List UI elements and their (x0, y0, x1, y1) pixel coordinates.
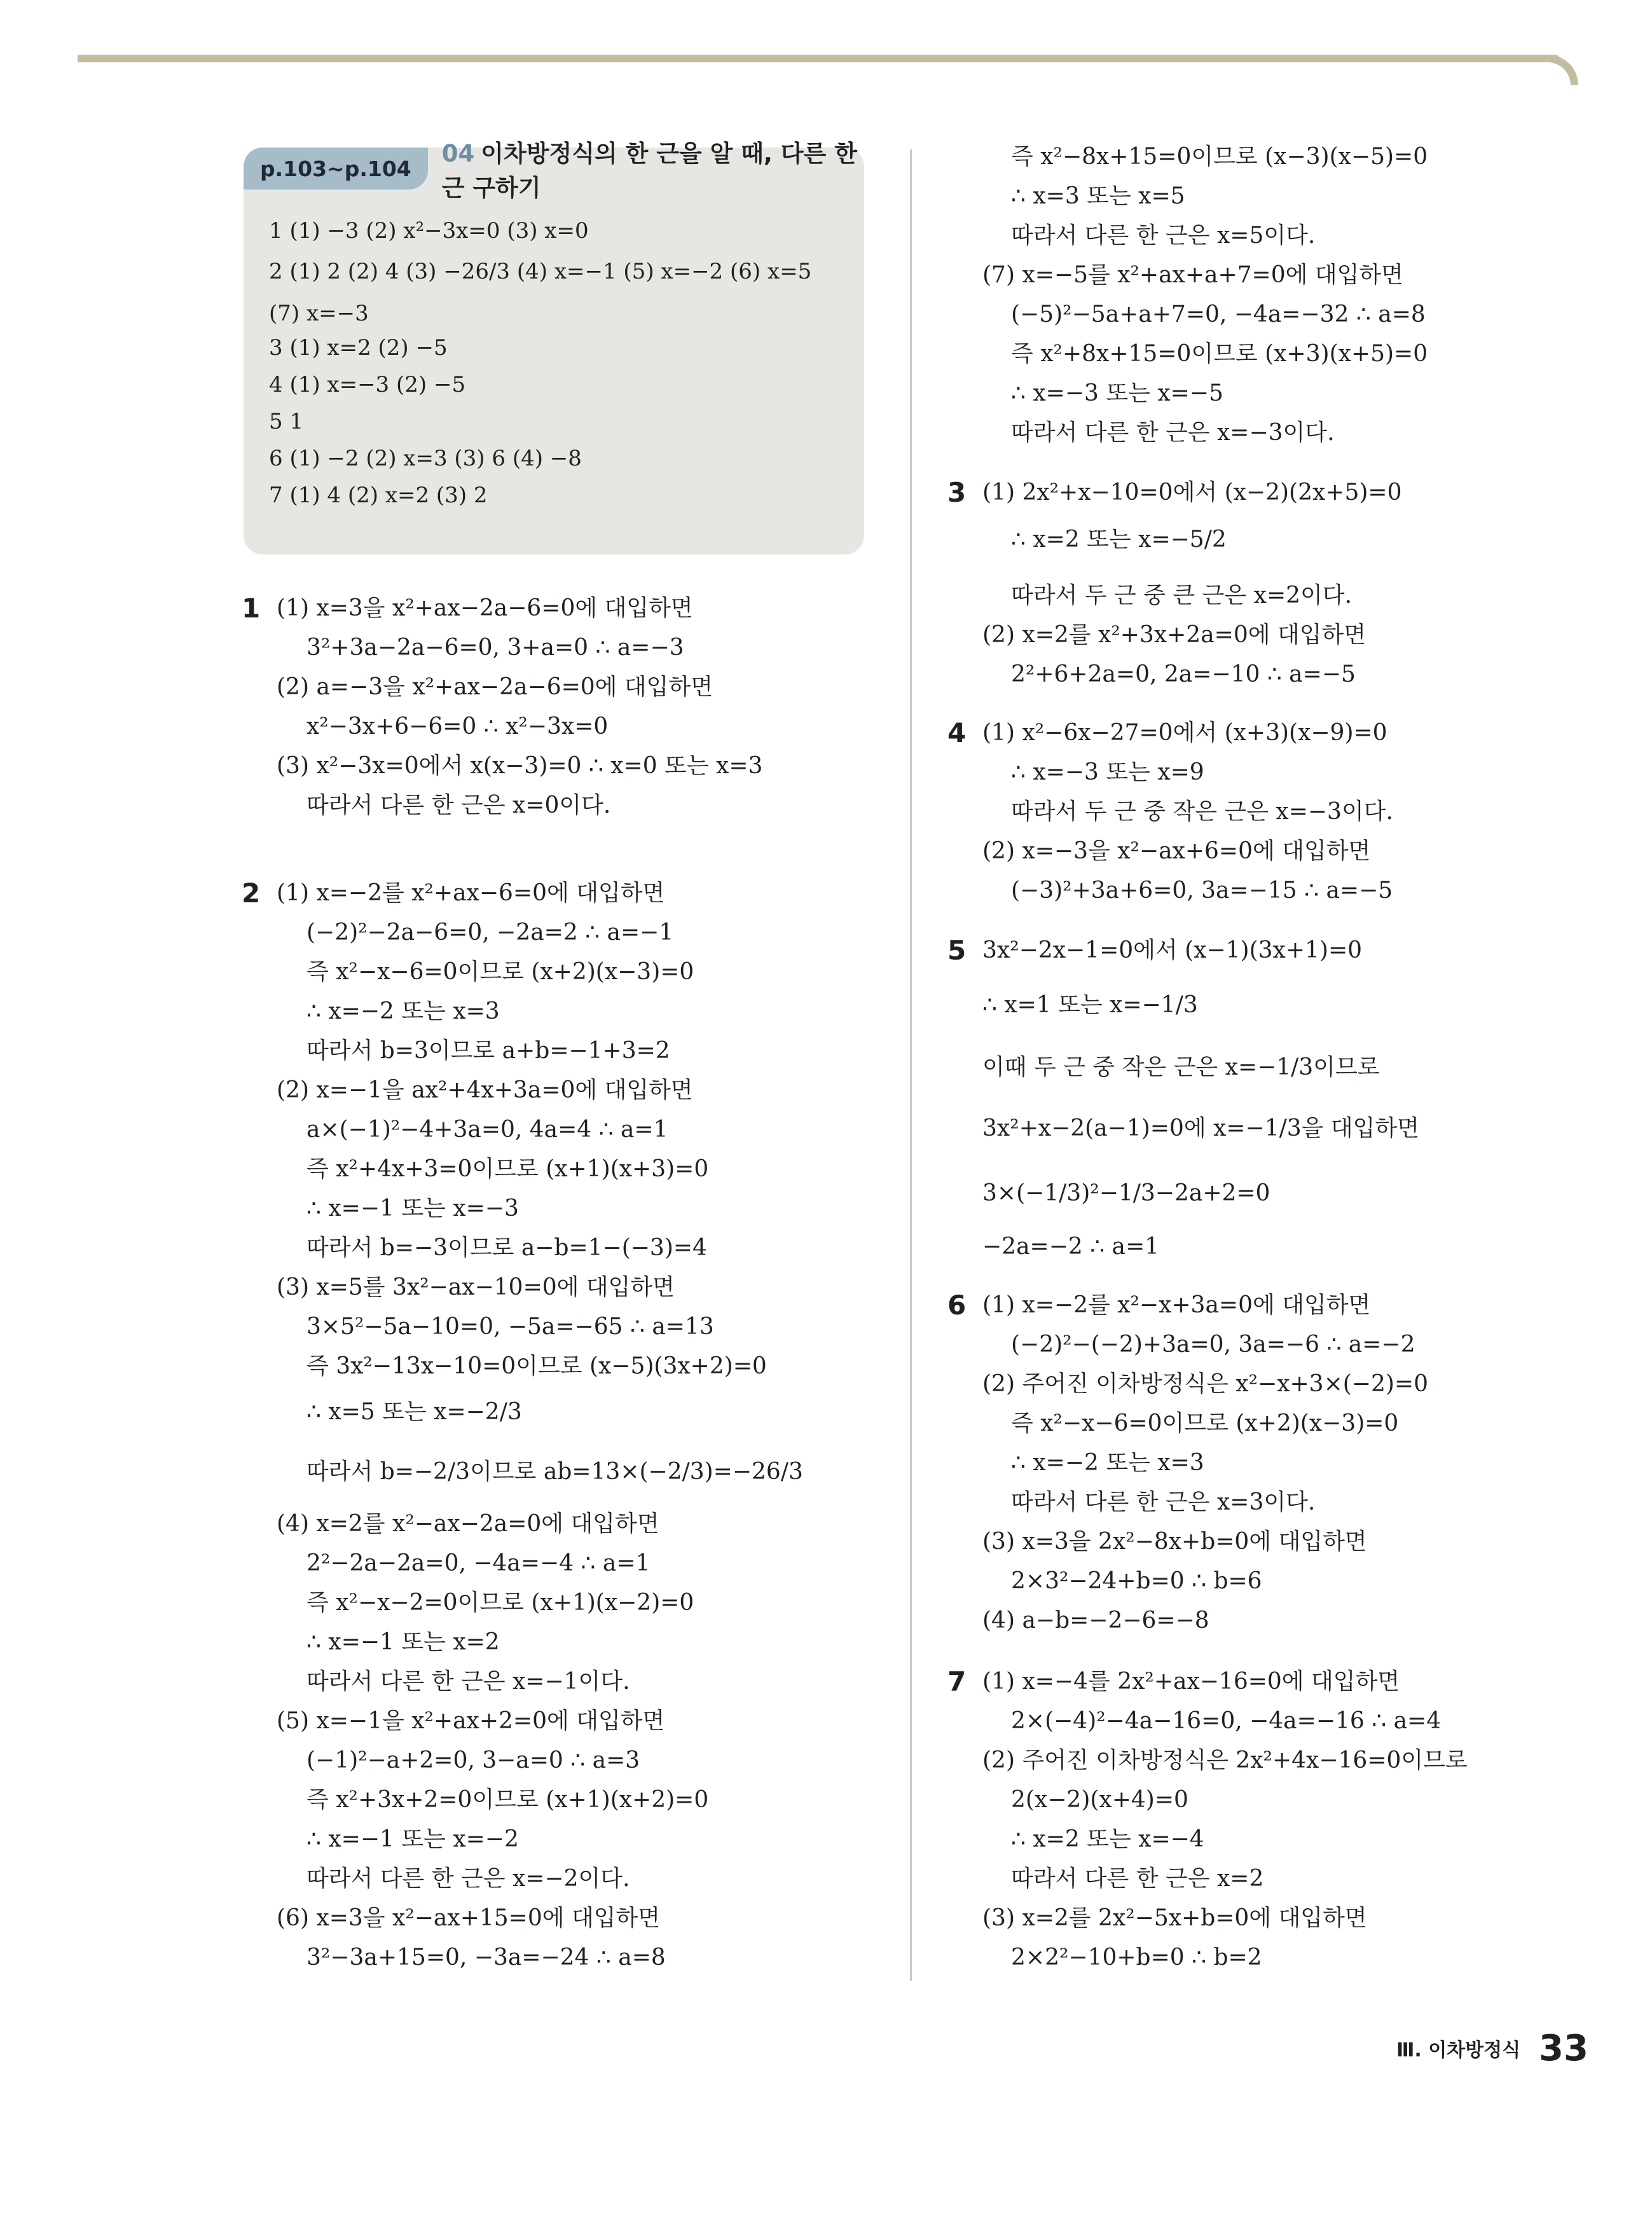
solution-line: 따라서 다른 한 근은 x=2 (1011, 1866, 1264, 1892)
section-header (244, 140, 864, 202)
solution-line: 따라서 다른 한 근은 x=−2이다. (306, 1866, 630, 1892)
answer-line-5: 5 1 (269, 409, 304, 434)
solution-line: 2²−2a−2a=0, −4a=−4 ∴ a=1 (306, 1550, 650, 1576)
solution-line: 따라서 b=−2/3이므로 ab=13×(−2/3)=−26/3 (306, 1459, 803, 1485)
solution-line: (−1)²−a+2=0, 3−a=0 ∴ a=3 (306, 1747, 640, 1773)
solution-line: 3x²+x−2(a−1)=0에 x=−1/3을 대입하면 (982, 1115, 1419, 1141)
problem-4-number: 4 (947, 717, 967, 748)
solution-line: ∴ x=−1 또는 x=−3 (306, 1195, 519, 1222)
solution-line: 3²−3a+15=0, −3a=−24 ∴ a=8 (306, 1944, 666, 1971)
solution-line: 즉 3x²−13x−10=0이므로 (x−5)(3x+2)=0 (306, 1353, 767, 1379)
solution-line: a×(−1)²−4+3a=0, 4a=4 ∴ a=1 (306, 1117, 668, 1143)
solution-line: ∴ x=−3 또는 x=−5 (1011, 380, 1223, 406)
solution-line: 2×(−4)²−4a−16=0, −4a=−16 ∴ a=4 (1011, 1708, 1442, 1734)
solution-line: (1) 2x²+x−10=0에서 (x−2)(2x+5)=0 (982, 479, 1402, 506)
solution-line: (2) x=−3을 x²−ax+6=0에 대입하면 (982, 838, 1371, 864)
solution-line: 즉 x²+4x+3=0이므로 (x+1)(x+3)=0 (306, 1156, 709, 1182)
solution-line: (5) x=−1을 x²+ax+2=0에 대입하면 (277, 1708, 665, 1734)
solution-line: 3×(−1/3)²−1/3−2a+2=0 (982, 1180, 1270, 1206)
solution-line: (6) x=3을 x²−ax+15=0에 대입하면 (277, 1905, 661, 1931)
solution-line: 즉 x²−x−6=0이므로 (x+2)(x−3)=0 (1011, 1410, 1399, 1436)
solution-line: ∴ x=−1 또는 x=−2 (306, 1826, 519, 1852)
solution-line: ∴ x=3 또는 x=5 (1011, 183, 1185, 209)
solution-line: 2×3²−24+b=0 ∴ b=6 (1011, 1568, 1262, 1594)
section-title-text: 이차방정식의 한 근을 알 때, 다른 한 근 구하기 (441, 140, 857, 202)
solution-line: 따라서 다른 한 근은 x=−1이다. (306, 1669, 630, 1695)
solution-line: 2²+6+2a=0, 2a=−10 ∴ a=−5 (1011, 661, 1356, 687)
solution-line: ∴ x=1 또는 x=−1/3 (982, 992, 1198, 1018)
problem-6-number: 6 (947, 1290, 967, 1321)
solution-line: (1) x²−6x−27=0에서 (x+3)(x−9)=0 (982, 720, 1387, 746)
solution-line: 따라서 b=3이므로 a+b=−1+3=2 (306, 1038, 670, 1064)
solution-line: ∴ x=2 또는 x=−4 (1011, 1826, 1204, 1852)
solution-line: 따라서 b=−3이므로 a−b=1−(−3)=4 (306, 1235, 707, 1261)
solution-line: (3) x=2를 2x²−5x+b=0에 대입하면 (982, 1905, 1367, 1931)
solution-line: (3) x=3을 2x²−8x+b=0에 대입하면 (982, 1529, 1367, 1555)
solution-line: ∴ x=−1 또는 x=2 (306, 1629, 500, 1655)
solution-line: 즉 x²−x−6=0이므로 (x+2)(x−3)=0 (306, 959, 694, 985)
column-divider (910, 149, 912, 1981)
page-number: 33 (1539, 2028, 1588, 2069)
answer-line-3: 3 (1) x=2 (2) −5 (269, 335, 448, 361)
solution-line: (−3)²+3a+6=0, 3a=−15 ∴ a=−5 (1011, 878, 1393, 904)
solution-line: 2×2²−10+b=0 ∴ b=2 (1011, 1944, 1262, 1971)
solution-line: ∴ x=−2 또는 x=3 (306, 998, 500, 1024)
solution-line: 3²+3a−2a−6=0, 3+a=0 ∴ a=−3 (306, 635, 684, 661)
solution-line: 따라서 다른 한 근은 x=5이다. (1011, 223, 1316, 249)
solution-line: (1) x=−2를 x²−x+3a=0에 대입하면 (982, 1292, 1371, 1318)
section-title (442, 134, 864, 203)
solution-line: (3) x=5를 3x²−ax−10=0에 대입하면 (277, 1274, 675, 1300)
solution-line: 따라서 두 근 중 큰 근은 x=2이다. (1011, 582, 1353, 609)
problem-7-number: 7 (947, 1666, 967, 1697)
solution-line: (4) x=2를 x²−ax−2a=0에 대입하면 (277, 1511, 659, 1537)
solution-line: ∴ x=5 또는 x=−2/3 (306, 1399, 522, 1425)
answer-line-1: 1 (1) −3 (2) x²−3x=0 (3) x=0 (269, 218, 589, 244)
page-range-tab: p.103~p.104 (244, 148, 428, 189)
problem-5-number: 5 (947, 935, 967, 966)
solution-line: 따라서 다른 한 근은 x=0이다. (306, 792, 611, 818)
answer-line-4: 4 (1) x=−3 (2) −5 (269, 372, 466, 397)
problem-2-number: 2 (242, 878, 261, 909)
solution-line: (−2)²−2a−6=0, −2a=2 ∴ a=−1 (306, 919, 674, 946)
solution-line: (1) x=3을 x²+ax−2a−6=0에 대입하면 (277, 595, 693, 621)
solution-line: 따라서 두 근 중 작은 근은 x=−3이다. (1011, 799, 1393, 825)
solution-line: (2) 주어진 이차방정식은 2x²+4x−16=0이므로 (982, 1747, 1468, 1773)
solution-line: x²−3x+6−6=0 ∴ x²−3x=0 (306, 713, 609, 740)
section-number: 04 (441, 140, 475, 167)
answer-line-2: 2 (1) 2 (2) 4 (3) −26/3 (4) x=−1 (5) x=−2 (6) x=5 (269, 259, 812, 284)
solution-line: 따라서 다른 한 근은 x=−3이다. (1011, 420, 1335, 446)
solution-line: (1) x=−4를 2x²+ax−16=0에 대입하면 (982, 1669, 1400, 1695)
top-decorative-bar (78, 55, 1559, 62)
solution-line: 즉 x²+8x+15=0이므로 (x+3)(x+5)=0 (1011, 341, 1428, 367)
solution-line: 3×5²−5a−10=0, −5a=−65 ∴ a=13 (306, 1314, 714, 1340)
solution-line: (−2)²−(−2)+3a=0, 3a=−6 ∴ a=−2 (1011, 1332, 1415, 1358)
answer-line-7: 7 (1) 4 (2) x=2 (3) 2 (269, 483, 488, 508)
solution-line: (1) x=−2를 x²+ax−6=0에 대입하면 (277, 880, 665, 906)
solution-line: ∴ x=2 또는 x=−5/2 (1011, 527, 1227, 553)
solution-line: (4) a−b=−2−6=−8 (982, 1607, 1209, 1634)
solution-line: (2) 주어진 이차방정식은 x²−x+3×(−2)=0 (982, 1371, 1428, 1397)
chapter-label: Ⅲ. 이차방정식 (1396, 2039, 1521, 2061)
solution-line: 이때 두 근 중 작은 근은 x=−1/3이므로 (982, 1054, 1380, 1080)
solution-line: ∴ x=−2 또는 x=3 (1011, 1450, 1204, 1476)
answer-line-6: 6 (1) −2 (2) x=3 (3) 6 (4) −8 (269, 446, 582, 471)
solution-line: (2) x=2를 x²+3x+2a=0에 대입하면 (982, 622, 1366, 648)
solution-line: (2) x=−1을 ax²+4x+3a=0에 대입하면 (277, 1077, 693, 1103)
problem-3-number: 3 (947, 477, 967, 508)
solution-line: (3) x²−3x=0에서 x(x−3)=0 ∴ x=0 또는 x=3 (277, 753, 763, 779)
solution-line: ∴ x=−3 또는 x=9 (1011, 759, 1204, 785)
solution-line: 3x²−2x−1=0에서 (x−1)(3x+1)=0 (982, 937, 1363, 963)
solution-line: 2(x−2)(x+4)=0 (1011, 1787, 1188, 1813)
answer-summary-box (244, 140, 864, 554)
solution-line: 따라서 다른 한 근은 x=3이다. (1011, 1489, 1316, 1515)
solution-line: −2a=−2 ∴ a=1 (982, 1234, 1160, 1260)
problem-1-number: 1 (242, 593, 261, 624)
solution-line: (7) x=−5를 x²+ax+a+7=0에 대입하면 (982, 262, 1403, 288)
solution-line: 즉 x²+3x+2=0이므로 (x+1)(x+2)=0 (306, 1787, 709, 1813)
solution-line: 즉 x²−8x+15=0이므로 (x−3)(x−5)=0 (1011, 144, 1428, 170)
answer-line-2b: (7) x=−3 (269, 301, 369, 326)
top-bar-curve (1534, 55, 1578, 85)
solution-line: (2) a=−3을 x²+ax−2a−6=0에 대입하면 (277, 674, 713, 700)
solution-line: (−5)²−5a+a+7=0, −4a=−32 ∴ a=8 (1011, 301, 1426, 327)
solution-line: 즉 x²−x−2=0이므로 (x+1)(x−2)=0 (306, 1590, 694, 1616)
